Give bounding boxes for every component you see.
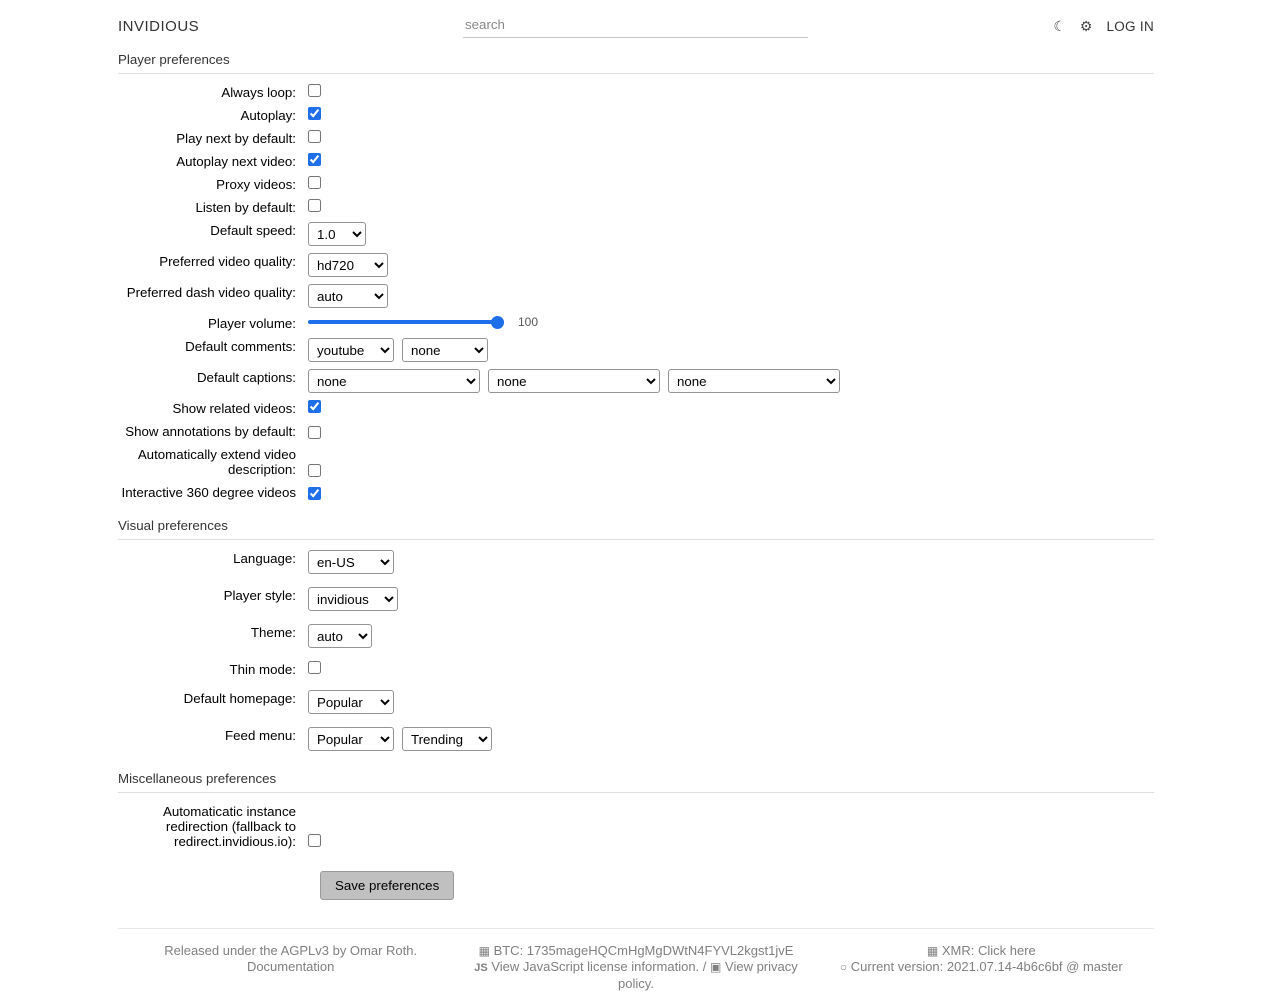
bitcoin-icon: ▦: [478, 944, 490, 958]
label-extend-description: Automatically extend video description:: [137, 447, 296, 477]
footer: [118, 928, 1154, 992]
footer-btc-text: BTC: 1735mageHQCmHgMgDWtN4FYVL2kgst1jvE: [493, 943, 794, 958]
row-extend-description: [118, 446, 1154, 477]
checkbox-proxy-videos[interactable]: [308, 176, 321, 189]
label-auto-redirect: Automaticatic instance redirection (fallback to redirect.invidious.io):: [162, 804, 296, 849]
book-icon: ▣: [710, 960, 722, 974]
save-preferences-button[interactable]: Save preferences: [320, 871, 454, 900]
label-play-next: Play next by default:: [176, 131, 296, 146]
preferences-content: [118, 48, 1154, 900]
section-title-misc: Miscellaneous preferences: [118, 767, 1154, 793]
moon-icon[interactable]: ☾: [1053, 18, 1066, 34]
footer-privacy-link[interactable]: View privacy policy.: [618, 959, 798, 991]
row-video-quality: [118, 253, 1154, 277]
login-link[interactable]: LOG IN: [1106, 18, 1154, 34]
select-video-quality[interactable]: [308, 253, 388, 277]
navbar: [118, 0, 1154, 48]
section-title-visual: Visual preferences: [118, 514, 1154, 540]
row-play-next: [118, 130, 1154, 146]
label-thin-mode: Thin mode:: [229, 662, 296, 677]
select-default-homepage[interactable]: [308, 690, 394, 714]
label-player-volume: Player volume:: [208, 316, 296, 331]
select-default-captions-2[interactable]: [488, 369, 660, 393]
row-autoplay: [118, 107, 1154, 123]
label-default-comments: Default comments:: [185, 339, 296, 354]
label-show-annotations: Show annotations by default:: [125, 424, 296, 439]
footer-col-left: [118, 943, 463, 992]
checkbox-play-next[interactable]: [308, 130, 321, 143]
gear-icon[interactable]: ⚙: [1079, 18, 1093, 34]
label-default-homepage: Default homepage:: [183, 691, 296, 706]
checkbox-autoplay-next[interactable]: [308, 153, 321, 166]
footer-xmr-line: [815, 943, 1148, 959]
select-dash-quality[interactable]: [308, 284, 388, 308]
checkbox-extend-description[interactable]: [308, 464, 321, 477]
select-default-comments-1[interactable]: [308, 338, 394, 362]
label-listen-default: Listen by default:: [195, 200, 296, 215]
select-default-captions-1[interactable]: [308, 369, 480, 393]
select-language[interactable]: [308, 550, 394, 574]
brand-logo[interactable]: INVIDIOUS: [118, 17, 200, 35]
footer-documentation-link[interactable]: Documentation: [246, 959, 335, 974]
section-title-player: Player preferences: [118, 48, 1154, 74]
label-video-quality: Preferred video quality:: [159, 254, 296, 269]
label-feed-menu: Feed menu:: [225, 728, 296, 743]
save-row: [118, 871, 1154, 900]
label-proxy-videos: Proxy videos:: [216, 177, 296, 192]
monero-icon: ▦: [926, 944, 939, 958]
js-badge-icon: JS: [474, 962, 488, 974]
checkbox-thin-mode[interactable]: [308, 661, 321, 674]
row-show-related: [118, 400, 1154, 416]
footer-col-right: [809, 943, 1154, 992]
select-default-speed[interactable]: [308, 222, 366, 246]
label-interactive-360: Interactive 360 degree videos: [121, 485, 296, 500]
select-feed-menu-1[interactable]: [308, 727, 394, 751]
footer-btc-line: [469, 943, 802, 959]
row-dash-quality: [118, 284, 1154, 308]
footer-separator: /: [702, 959, 707, 974]
github-icon: ○: [839, 960, 848, 974]
label-default-speed: Default speed:: [210, 223, 296, 238]
select-theme[interactable]: [308, 624, 372, 648]
footer-js-line: [469, 959, 802, 992]
checkbox-auto-redirect[interactable]: [308, 834, 321, 847]
footer-col-center: [463, 943, 808, 992]
row-player-style: [118, 587, 1154, 611]
select-default-comments-2[interactable]: [402, 338, 488, 362]
footer-xmr-link[interactable]: XMR: Click here: [941, 943, 1036, 958]
label-language: Language:: [233, 551, 296, 566]
select-feed-menu-2[interactable]: [402, 727, 492, 751]
select-default-captions-3[interactable]: [668, 369, 840, 393]
row-thin-mode: [118, 661, 1154, 677]
checkbox-interactive-360[interactable]: [308, 487, 321, 500]
row-default-comments: [118, 338, 1154, 362]
label-player-style: Player style:: [223, 588, 296, 603]
row-show-annotations: [118, 423, 1154, 439]
label-always-loop: Always loop:: [221, 85, 296, 100]
label-autoplay-next: Autoplay next video:: [176, 154, 296, 169]
checkbox-show-annotations[interactable]: [308, 426, 321, 439]
row-default-captions: [118, 369, 1154, 393]
checkbox-autoplay[interactable]: [308, 107, 321, 120]
label-autoplay: Autoplay:: [240, 108, 296, 123]
label-theme: Theme:: [250, 625, 296, 640]
checkbox-always-loop[interactable]: [308, 84, 321, 97]
checkbox-listen-default[interactable]: [308, 199, 321, 212]
footer-js-license-link[interactable]: View JavaScript license information.: [491, 959, 700, 974]
select-player-style[interactable]: [308, 587, 398, 611]
row-autoplay-next: [118, 153, 1154, 169]
row-listen-default: [118, 199, 1154, 215]
row-default-homepage: [118, 690, 1154, 714]
row-default-speed: [118, 222, 1154, 246]
search-input[interactable]: [463, 14, 808, 38]
label-default-captions: Default captions:: [196, 370, 296, 385]
row-interactive-360: [118, 484, 1154, 500]
row-auto-redirect: [118, 803, 1154, 849]
footer-version-link[interactable]: Current version: 2021.07.14-4b6c6bf @ master: [850, 959, 1123, 974]
search-container: [463, 14, 808, 38]
row-language: [118, 550, 1154, 574]
row-always-loop: [118, 84, 1154, 100]
row-feed-menu: [118, 727, 1154, 751]
checkbox-show-related[interactable]: [308, 400, 321, 413]
label-show-related: Show related videos:: [172, 401, 296, 416]
navbar-actions: [1053, 19, 1154, 34]
row-player-volume: [118, 315, 1154, 331]
player-volume-value: 100: [518, 315, 539, 329]
footer-version-line: [815, 959, 1148, 975]
label-dash-quality: Preferred dash video quality:: [126, 285, 296, 300]
row-theme: [118, 624, 1154, 648]
row-proxy-videos: [118, 176, 1154, 192]
footer-license-text: Released under the AGPLv3 by Omar Roth.: [164, 943, 418, 958]
slider-player-volume[interactable]: [308, 320, 504, 324]
